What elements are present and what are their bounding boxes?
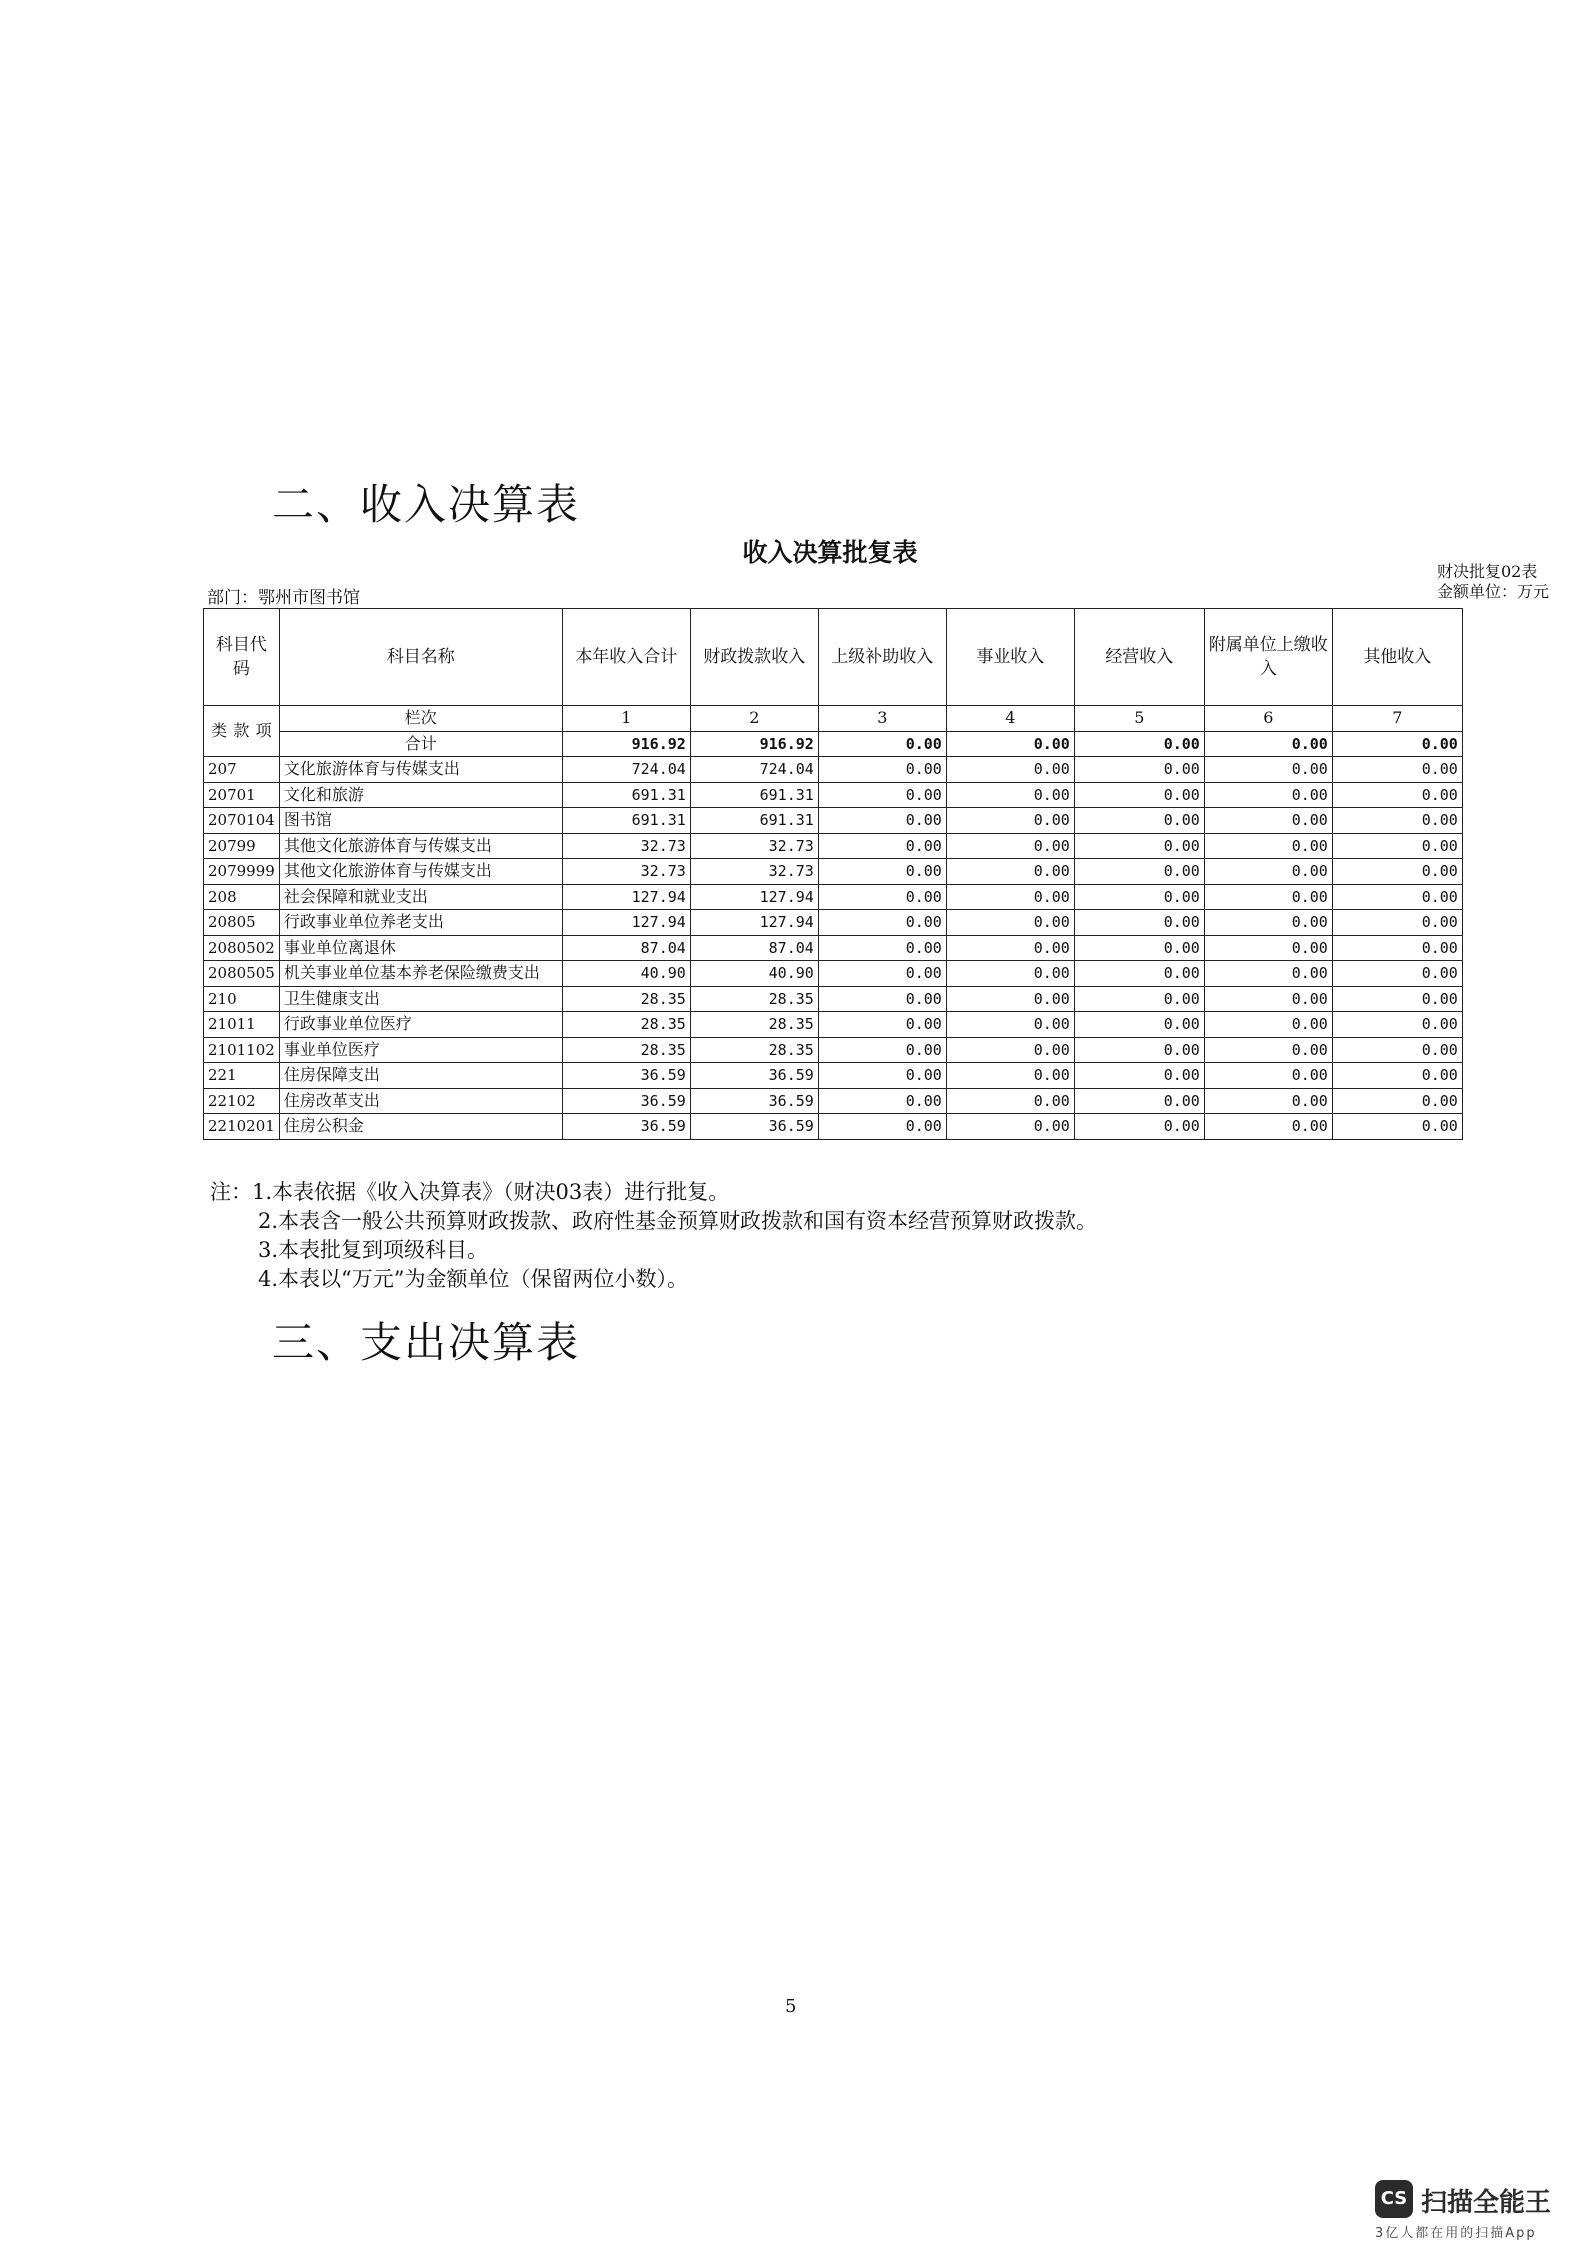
row-value: 32.73	[690, 859, 818, 885]
scanner-tagline: 3亿人都在用的扫描App	[1375, 2226, 1537, 2241]
row-value: 28.35	[562, 1037, 690, 1063]
total-value: 0.00	[818, 731, 946, 757]
row-value: 0.00	[1204, 757, 1332, 783]
page-number: 5	[785, 1996, 797, 2017]
row-name: 文化旅游体育与传媒支出	[279, 757, 562, 783]
amount-unit: 金额单位：万元	[1437, 582, 1550, 601]
scanner-watermark	[1375, 2180, 1575, 2240]
row-value: 691.31	[690, 808, 818, 834]
row-value: 0.00	[946, 910, 1074, 936]
row-code: 20799	[204, 833, 280, 859]
row-name: 住房改革支出	[279, 1088, 562, 1114]
row-value: 0.00	[946, 1037, 1074, 1063]
note-line: 4.本表以“万元”为金额单位（保留两位小数）。	[258, 1267, 689, 1291]
row-value: 0.00	[1074, 1012, 1204, 1038]
table-row	[204, 1037, 1463, 1063]
row-value: 0.00	[1204, 833, 1332, 859]
row-value: 127.94	[562, 910, 690, 936]
row-value: 0.00	[1074, 808, 1204, 834]
total-value: 0.00	[1074, 731, 1204, 757]
row-value: 0.00	[1074, 1063, 1204, 1089]
table-row	[204, 986, 1463, 1012]
kind-xiang: 项	[255, 721, 272, 740]
row-value: 0.00	[1074, 757, 1204, 783]
kind-cell	[204, 706, 280, 757]
table-row	[204, 884, 1463, 910]
row-value: 0.00	[1074, 935, 1204, 961]
row-value: 0.00	[1332, 782, 1462, 808]
row-value: 0.00	[946, 1063, 1074, 1089]
row-value: 0.00	[1332, 910, 1462, 936]
row-value: 36.59	[562, 1114, 690, 1140]
row-value: 0.00	[818, 808, 946, 834]
row-name: 其他文化旅游体育与传媒支出	[279, 859, 562, 885]
table-row	[204, 1088, 1463, 1114]
row-value: 0.00	[818, 833, 946, 859]
column-number: 1	[562, 706, 690, 732]
row-value: 691.31	[562, 808, 690, 834]
row-value: 28.35	[690, 1012, 818, 1038]
row-value: 0.00	[1074, 859, 1204, 885]
row-value: 0.00	[1074, 961, 1204, 987]
row-value: 36.59	[562, 1063, 690, 1089]
row-value: 0.00	[1332, 808, 1462, 834]
row-value: 0.00	[946, 1012, 1074, 1038]
row-value: 0.00	[946, 935, 1074, 961]
row-value: 36.59	[690, 1114, 818, 1140]
table-row	[204, 782, 1463, 808]
row-value: 0.00	[1332, 1063, 1462, 1089]
row-value: 87.04	[562, 935, 690, 961]
header-col-1: 本年收入合计	[562, 609, 690, 706]
row-value: 0.00	[818, 961, 946, 987]
row-value: 0.00	[1204, 782, 1332, 808]
row-value: 691.31	[690, 782, 818, 808]
row-value: 32.73	[690, 833, 818, 859]
column-number: 6	[1204, 706, 1332, 732]
column-number: 2	[690, 706, 818, 732]
total-value: 0.00	[1332, 731, 1462, 757]
row-value: 0.00	[946, 1114, 1074, 1140]
row-value: 0.00	[1074, 910, 1204, 936]
row-code: 2101102	[204, 1037, 280, 1063]
row-value: 0.00	[1204, 935, 1332, 961]
row-code: 22102	[204, 1088, 280, 1114]
note-line: 2.本表含一般公共预算财政拨款、政府性基金预算财政拨款和国有资本经营预算财政拨款。	[258, 1209, 1098, 1233]
row-value: 0.00	[1332, 1088, 1462, 1114]
header-col-2: 财政拨款收入	[690, 609, 818, 706]
section-heading-expense: 三、支出决算表	[272, 1318, 581, 1367]
row-value: 0.00	[1332, 935, 1462, 961]
table-row	[204, 859, 1463, 885]
row-code: 20805	[204, 910, 280, 936]
table-row	[204, 1063, 1463, 1089]
table-row	[204, 1012, 1463, 1038]
row-value: 0.00	[946, 884, 1074, 910]
table-header-row	[204, 609, 1463, 706]
row-value: 0.00	[1332, 1037, 1462, 1063]
row-code: 2080502	[204, 935, 280, 961]
row-code: 208	[204, 884, 280, 910]
scanner-app-name: 扫描全能王	[1421, 2188, 1552, 2218]
row-value: 0.00	[1204, 961, 1332, 987]
row-value: 0.00	[1332, 833, 1462, 859]
table-row	[204, 1114, 1463, 1140]
table-row	[204, 910, 1463, 936]
row-value: 0.00	[1204, 1012, 1332, 1038]
row-name: 事业单位医疗	[279, 1037, 562, 1063]
row-value: 28.35	[562, 1012, 690, 1038]
row-code: 2080505	[204, 961, 280, 987]
row-value: 0.00	[818, 1037, 946, 1063]
row-value: 28.35	[690, 1037, 818, 1063]
row-value: 0.00	[1332, 961, 1462, 987]
form-number: 财决批复02表	[1437, 562, 1538, 581]
row-value: 0.00	[1332, 884, 1462, 910]
section-heading-income: 二、收入决算表	[272, 480, 581, 529]
row-value: 28.35	[690, 986, 818, 1012]
header-col-5: 经营收入	[1074, 609, 1204, 706]
table-row	[204, 808, 1463, 834]
total-value: 0.00	[1204, 731, 1332, 757]
row-value: 0.00	[1204, 1114, 1332, 1140]
row-name: 行政事业单位医疗	[279, 1012, 562, 1038]
row-code: 2070104	[204, 808, 280, 834]
header-code: 科目代码	[204, 609, 280, 706]
column-number-row	[204, 706, 1463, 732]
row-value: 0.00	[818, 1012, 946, 1038]
row-value: 0.00	[818, 1088, 946, 1114]
row-value: 0.00	[946, 782, 1074, 808]
row-value: 0.00	[1204, 986, 1332, 1012]
row-value: 0.00	[946, 986, 1074, 1012]
row-value: 0.00	[1332, 1012, 1462, 1038]
row-value: 0.00	[946, 808, 1074, 834]
column-number: 4	[946, 706, 1074, 732]
row-code: 210	[204, 986, 280, 1012]
row-value: 0.00	[818, 1063, 946, 1089]
row-value: 36.59	[690, 1063, 818, 1089]
row-value: 0.00	[946, 859, 1074, 885]
table-title: 收入决算批复表	[742, 538, 918, 567]
column-row-label: 栏次	[279, 706, 562, 732]
row-name: 事业单位离退休	[279, 935, 562, 961]
row-value: 0.00	[946, 961, 1074, 987]
row-name: 机关事业单位基本养老保险缴费支出	[279, 961, 562, 987]
row-value: 0.00	[1074, 782, 1204, 808]
total-row	[204, 731, 1463, 757]
header-col-3: 上级补助收入	[818, 609, 946, 706]
row-name: 其他文化旅游体育与传媒支出	[279, 833, 562, 859]
row-value: 32.73	[562, 859, 690, 885]
header-col-7: 其他收入	[1332, 609, 1462, 706]
row-value: 87.04	[690, 935, 818, 961]
row-value: 0.00	[1332, 986, 1462, 1012]
row-value: 0.00	[818, 782, 946, 808]
kind-kuan: 款	[233, 721, 250, 740]
row-value: 40.90	[562, 961, 690, 987]
row-value: 0.00	[1074, 1088, 1204, 1114]
row-value: 0.00	[1074, 1037, 1204, 1063]
row-value: 0.00	[1074, 1114, 1204, 1140]
note-line: 注：1.本表依据《收入决算表》（财决03表）进行批复。	[210, 1180, 730, 1204]
total-label: 合计	[279, 731, 562, 757]
row-value: 0.00	[1204, 808, 1332, 834]
row-value: 0.00	[1204, 884, 1332, 910]
header-col-6: 附属单位上缴收入	[1204, 609, 1332, 706]
row-value: 0.00	[1074, 884, 1204, 910]
total-value: 0.00	[946, 731, 1074, 757]
row-value: 0.00	[1332, 859, 1462, 885]
row-value: 0.00	[1204, 910, 1332, 936]
total-value: 916.92	[562, 731, 690, 757]
row-value: 0.00	[946, 757, 1074, 783]
row-value: 127.94	[562, 884, 690, 910]
row-value: 0.00	[818, 986, 946, 1012]
row-value: 691.31	[562, 782, 690, 808]
row-code: 2210201	[204, 1114, 280, 1140]
row-value: 0.00	[1204, 859, 1332, 885]
department-label: 部门：鄂州市图书馆	[207, 588, 360, 608]
row-code: 221	[204, 1063, 280, 1089]
total-value: 916.92	[690, 731, 818, 757]
row-value: 0.00	[818, 910, 946, 936]
row-code: 207	[204, 757, 280, 783]
row-value: 0.00	[818, 935, 946, 961]
row-name: 行政事业单位养老支出	[279, 910, 562, 936]
row-code: 21011	[204, 1012, 280, 1038]
notes	[210, 1178, 1097, 1294]
row-value: 0.00	[818, 1114, 946, 1140]
row-value: 0.00	[818, 757, 946, 783]
row-value: 0.00	[1074, 986, 1204, 1012]
row-value: 32.73	[562, 833, 690, 859]
row-value: 724.04	[562, 757, 690, 783]
table-row	[204, 757, 1463, 783]
table-row	[204, 833, 1463, 859]
table-row	[204, 935, 1463, 961]
row-name: 住房保障支出	[279, 1063, 562, 1089]
row-name: 图书馆	[279, 808, 562, 834]
row-name: 社会保障和就业支出	[279, 884, 562, 910]
row-value: 0.00	[946, 1088, 1074, 1114]
row-code: 20701	[204, 782, 280, 808]
table-row	[204, 961, 1463, 987]
column-number: 5	[1074, 706, 1204, 732]
row-value: 0.00	[818, 859, 946, 885]
row-value: 0.00	[1204, 1088, 1332, 1114]
row-value: 0.00	[1332, 757, 1462, 783]
note-line: 3.本表批复到项级科目。	[258, 1238, 489, 1262]
column-number: 7	[1332, 706, 1462, 732]
row-value: 127.94	[690, 910, 818, 936]
header-col-4: 事业收入	[946, 609, 1074, 706]
row-value: 0.00	[946, 833, 1074, 859]
row-value: 36.59	[690, 1088, 818, 1114]
row-value: 40.90	[690, 961, 818, 987]
table-meta	[1437, 562, 1587, 602]
row-value: 0.00	[1204, 1037, 1332, 1063]
row-value: 28.35	[562, 986, 690, 1012]
row-code: 2079999	[204, 859, 280, 885]
column-number: 3	[818, 706, 946, 732]
kind-lei: 类	[211, 721, 228, 740]
row-value: 36.59	[562, 1088, 690, 1114]
row-name: 卫生健康支出	[279, 986, 562, 1012]
cs-logo-icon: CS	[1375, 2180, 1413, 2218]
row-name: 文化和旅游	[279, 782, 562, 808]
row-value: 0.00	[818, 884, 946, 910]
row-value: 127.94	[690, 884, 818, 910]
row-value: 0.00	[1204, 1063, 1332, 1089]
row-value: 0.00	[1332, 1114, 1462, 1140]
header-name: 科目名称	[279, 609, 562, 706]
income-table	[203, 608, 1463, 1140]
row-value: 0.00	[1074, 833, 1204, 859]
row-name: 住房公积金	[279, 1114, 562, 1140]
row-value: 724.04	[690, 757, 818, 783]
